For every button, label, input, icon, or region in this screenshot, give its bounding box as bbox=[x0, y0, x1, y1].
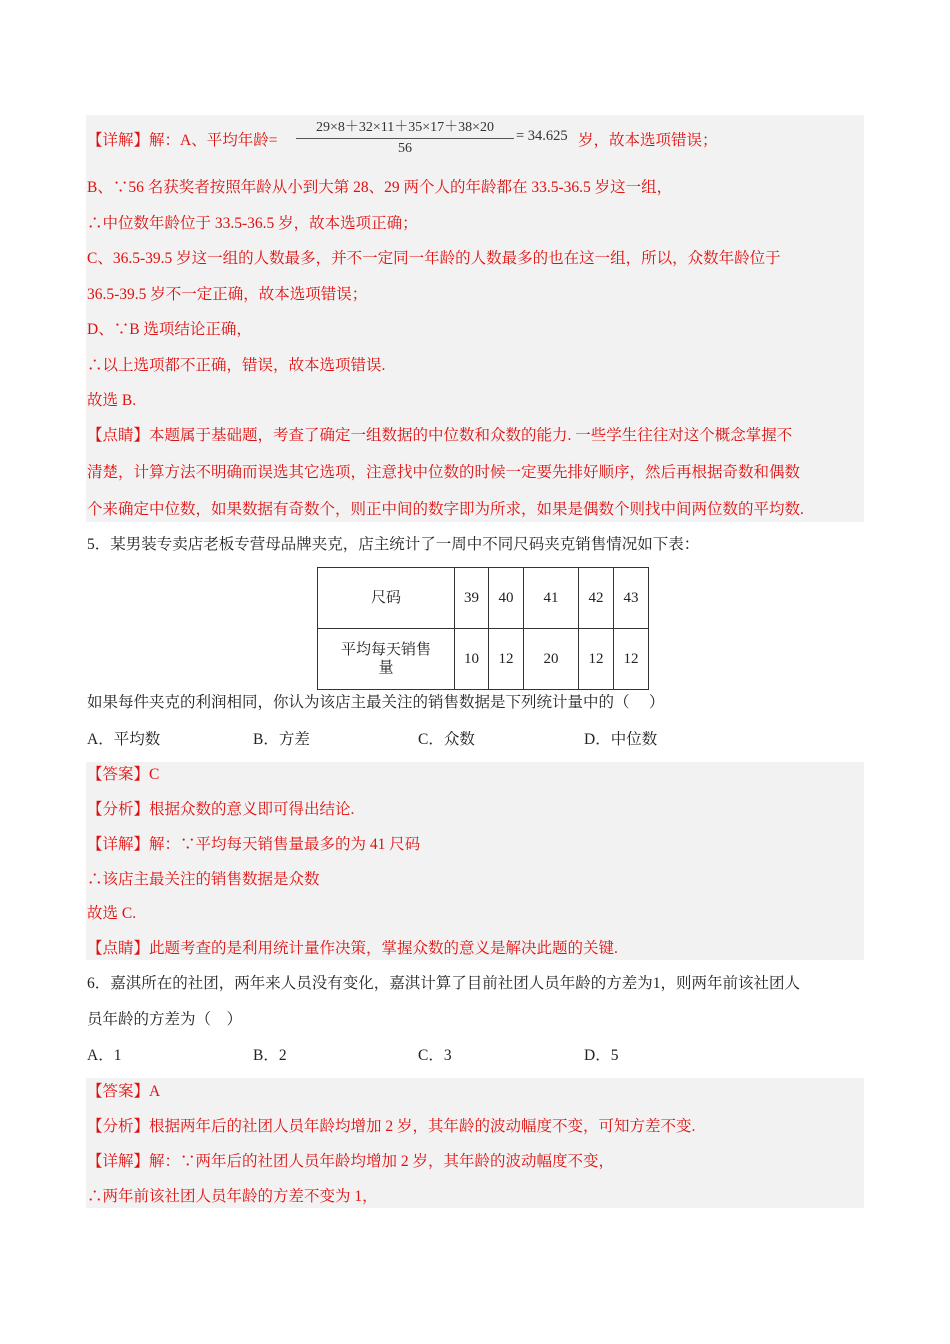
question-5-prompt: 如果每件夹克的利润相同，你认为该店主最关注的销售数据是下列统计量中的（ ） bbox=[87, 694, 665, 711]
table-cell: 12 bbox=[579, 629, 614, 690]
solution-line: ∴中位数年龄位于 33.5-36.5 岁，故本选项正确； bbox=[87, 215, 418, 232]
analysis-line: 【分析】根据众数的意义即可得出结论. bbox=[87, 801, 355, 818]
comment-line bbox=[87, 426, 792, 446]
comment-line: 清楚，计算方法不明确而误选其它选项，注意找中位数的时候一定要先排好顺序，然后再根据奇数和偶数 bbox=[87, 464, 801, 481]
solution-line: ∴以上选项都不正确，错误，故本选项错误. bbox=[87, 357, 386, 374]
analysis-line: 【分析】根据两年后的社团人员年龄均增加 2 岁，其年龄的波动幅度不变，可知方差不变. bbox=[87, 1118, 696, 1135]
solution-line: 36.5-39.5 岁不一定正确，故本选项错误； bbox=[87, 286, 368, 303]
option-d[interactable]: D．中位数 bbox=[584, 731, 658, 748]
table-header-size: 尺码 bbox=[318, 568, 455, 629]
detail-line: 【详解】解：∵两年后的社团人员年龄均增加 2 岁，其年龄的波动幅度不变， bbox=[87, 1153, 615, 1170]
option-d[interactable]: D．5 bbox=[584, 1047, 619, 1064]
solution-box-q5 bbox=[86, 762, 864, 960]
table-cell: 12 bbox=[489, 629, 524, 690]
table-header-sales: 平均每天销售量 bbox=[318, 629, 455, 690]
question-6-stem: 6．嘉淇所在的社团，两年来人员没有变化，嘉淇计算了目前社团人员年龄的方差为1，则两年前该社团人 bbox=[87, 975, 801, 992]
detail-line bbox=[87, 131, 277, 151]
size-sales-table bbox=[317, 567, 649, 690]
question-6-stem-cont: 员年龄的方差为（ ） bbox=[87, 1011, 243, 1028]
option-c[interactable]: C．众数 bbox=[418, 731, 475, 748]
option-b[interactable]: B．方差 bbox=[253, 731, 310, 748]
solution-line: B、∵56 名获奖者按照年龄从小到大第 28、29 两个人的年龄都在 33.5-36.5 岁这一组， bbox=[87, 179, 673, 196]
table-cell: 12 bbox=[614, 629, 649, 690]
answer-line: 【答案】A bbox=[87, 1083, 161, 1100]
table-cell: 40 bbox=[489, 568, 524, 629]
option-a[interactable]: A．平均数 bbox=[87, 731, 161, 748]
detail-line: 故选 C. bbox=[87, 905, 137, 922]
question-5-stem: 5．某男装专卖店老板专营母品牌夹克，店主统计了一周中不同尺码夹克销售情况如下表： bbox=[87, 536, 700, 553]
formula-result: = 34.625 bbox=[516, 128, 568, 144]
table-cell: 39 bbox=[455, 568, 489, 629]
option-a[interactable]: A．1 bbox=[87, 1047, 122, 1064]
formula-denominator: 56 bbox=[398, 141, 412, 156]
detail-lead: 解：A、平均年龄= bbox=[149, 132, 278, 149]
table-cell: 41 bbox=[524, 568, 579, 629]
detail-tail: 岁，故本选项错误； bbox=[578, 132, 718, 149]
solution-line: 故选 B. bbox=[87, 392, 137, 409]
table-cell: 42 bbox=[579, 568, 614, 629]
mean-formula bbox=[296, 116, 514, 157]
detail-line: ∴两年前该社团人员年龄的方差不变为 1， bbox=[87, 1188, 378, 1205]
detail-line: 【详解】解：∵平均每天销售量最多的为 41 尺码 bbox=[87, 836, 421, 853]
comment-tag: 【点睛】 bbox=[87, 427, 150, 444]
formula-numerator: 29×8＋32×11＋35×17＋38×20 bbox=[296, 116, 514, 139]
table-cell: 20 bbox=[524, 629, 579, 690]
option-c[interactable]: C．3 bbox=[418, 1047, 452, 1064]
comment-line: 【点睛】此题考查的是利用统计量作决策，掌握众数的意义是解决此题的关键. bbox=[87, 940, 618, 957]
detail-tag: 【详解】 bbox=[87, 132, 150, 149]
solution-line: C、36.5-39.5 岁这一组的人数最多，并不一定同一年龄的人数最多的也在这一组，所以，众数年龄位于 bbox=[87, 250, 781, 267]
table-cell: 43 bbox=[614, 568, 649, 629]
comment-text: 本题属于基础题，考查了确定一组数据的中位数和众数的能力. 一些学生往往对这个概念掌握不 bbox=[149, 427, 793, 444]
answer-line: 【答案】C bbox=[87, 766, 160, 783]
detail-line: ∴该店主最关注的销售数据是众数 bbox=[87, 871, 320, 888]
solution-box-q4 bbox=[86, 115, 864, 522]
table-cell: 10 bbox=[455, 629, 489, 690]
comment-line: 个来确定中位数，如果数据有奇数个，则正中间的数字即为所求，如果是偶数个则找中间两位数的平均数. bbox=[87, 501, 804, 518]
option-b[interactable]: B．2 bbox=[253, 1047, 287, 1064]
solution-line: D、∵B 选项结论正确， bbox=[87, 321, 252, 338]
